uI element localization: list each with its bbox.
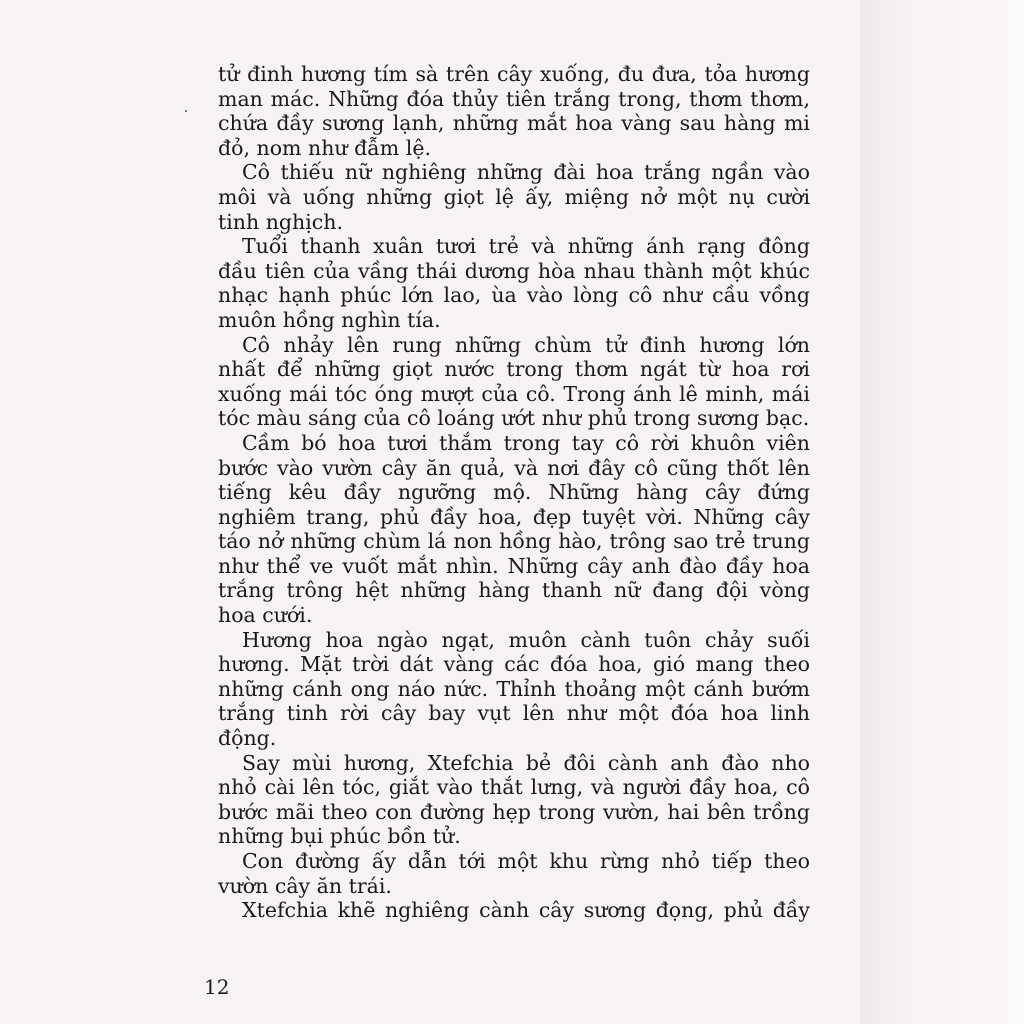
text-line: những bụi phúc bồn tử. bbox=[218, 824, 461, 849]
text-line: Cô nhảy lên rung những chùm tử đinh hương lớn bbox=[242, 332, 810, 357]
text-line: Xtefchia khẽ nghiêng cành cây sương đọng, phủ đầy bbox=[242, 898, 810, 923]
text-line: nhỏ cài lên tóc, giắt vào thắt lưng, và người đầy hoa, cô bbox=[218, 775, 810, 800]
paragraph bbox=[218, 62, 810, 160]
text-line: như thể ve vuốt mắt nhìn. Những cây anh đào đầy hoa bbox=[218, 553, 810, 578]
body-text bbox=[218, 62, 810, 923]
paragraph bbox=[218, 234, 810, 332]
text-line: nhất để những giọt nước trong thơm ngát từ hoa rơi bbox=[218, 357, 810, 382]
text-line: Cầm bó hoa tươi thắm trong tay cô rời khuôn viên bbox=[242, 430, 810, 455]
text-line: đầu tiên của vầng thái dương hòa nhau thành một khúc bbox=[218, 258, 810, 283]
text-line: tóc màu sáng của cô loáng ướt như phủ trong sương bạc. bbox=[218, 406, 810, 431]
text-line: hương. Mặt trời dát vàng các đóa hoa, gió mang theo bbox=[218, 652, 810, 677]
text-line: đỏ, nom như đẫm lệ. bbox=[218, 135, 431, 160]
text-line: Cô thiếu nữ nghiêng những đài hoa trắng ngần vào bbox=[242, 160, 810, 185]
text-line: nhạc hạnh phúc lớn lao, ùa vào lòng cô như cầu vồng bbox=[218, 283, 810, 308]
text-line: Tuổi thanh xuân tươi trẻ và những ánh rạng đông bbox=[242, 234, 810, 259]
text-line: Hương hoa ngào ngạt, muôn cành tuôn chảy suối bbox=[242, 627, 810, 652]
ink-speck bbox=[185, 110, 187, 112]
text-line: xuống mái tóc óng mượt của cô. Trong ánh lê minh, mái bbox=[218, 381, 810, 406]
paragraph bbox=[218, 431, 810, 628]
text-line: Say mùi hương, Xtefchia bẻ đôi cành anh đào nho bbox=[242, 750, 810, 775]
paragraph bbox=[218, 849, 810, 898]
text-line: trắng trông hệt những hàng thanh nữ đang đội vòng bbox=[218, 578, 810, 603]
text-line: táo nở những chùm lá non hồng hào, trông sao trẻ trung bbox=[218, 529, 810, 554]
paragraph bbox=[218, 898, 810, 923]
paragraph bbox=[218, 333, 810, 431]
paragraph bbox=[218, 628, 810, 751]
text-line: vườn cây ăn trái. bbox=[218, 873, 392, 898]
text-line: trắng tinh rời cây bay vụt lên như một đóa hoa linh bbox=[218, 701, 810, 726]
text-line: Con đường ấy dẫn tới một khu rừng nhỏ tiếp theo bbox=[242, 849, 810, 873]
text-line: động. bbox=[218, 726, 277, 751]
paragraph bbox=[218, 160, 810, 234]
text-line: muôn hồng nghìn tía. bbox=[218, 307, 441, 332]
text-line: những cánh ong náo nức. Thỉnh thoảng một cánh bướm bbox=[218, 676, 810, 701]
paragraph bbox=[218, 751, 810, 849]
page-number: 12 bbox=[204, 975, 230, 999]
text-line: môi và uống những giọt lệ ấy, miệng nở một nụ cười bbox=[218, 184, 810, 209]
text-line: tử đinh hương tím sà trên cây xuống, đu đưa, tỏa hương bbox=[218, 62, 810, 86]
text-line: nghiêm trang, phủ đầy hoa, đẹp tuyệt vời. Những cây bbox=[218, 504, 810, 529]
text-line: tiếng kêu đầy ngưỡng mộ. Những hàng cây đứng bbox=[218, 480, 810, 505]
text-line: bước mãi theo con đường hẹp trong vườn, hai bên trồng bbox=[218, 799, 810, 824]
text-line: man mác. Những đóa thủy tiên trắng trong, thơm thơm, bbox=[218, 86, 810, 111]
text-line: tinh nghịch. bbox=[218, 209, 344, 234]
page-edge-shadow bbox=[860, 0, 1024, 1024]
text-line: bước vào vườn cây ăn quả, và nơi đây cô cũng thốt lên bbox=[218, 455, 810, 480]
text-line: hoa cưới. bbox=[218, 603, 313, 628]
text-line: chứa đầy sương lạnh, những mắt hoa vàng sau hàng mi bbox=[218, 111, 810, 136]
